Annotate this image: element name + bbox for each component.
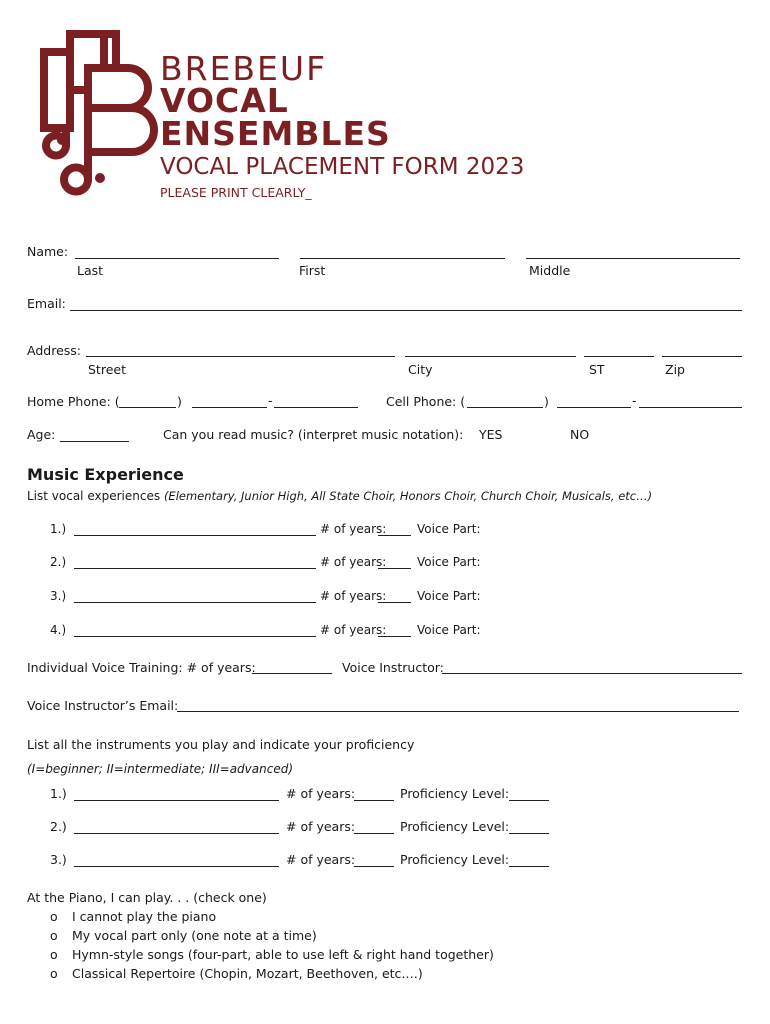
years-field[interactable] (354, 833, 394, 834)
years-label: # of years: (320, 623, 387, 637)
instrument-field[interactable] (74, 866, 279, 867)
option-label: I cannot play the piano (72, 909, 217, 924)
cell-phone-label: Cell Phone: ( (386, 394, 466, 409)
vocal-experience-examples: (Elementary, Junior High, All State Choir, Honors Choir, Church Choir, Musicals, etc…) (163, 489, 653, 503)
name-label: Name: (27, 244, 69, 259)
instruments-intro: List all the instruments you play and indicate your proficiency (27, 737, 415, 752)
cell-close-paren: ) (544, 394, 549, 409)
option-bullet[interactable]: o (50, 966, 58, 981)
option-bullet[interactable]: o (50, 947, 58, 962)
brand-line-1: BREBEUF (160, 49, 328, 88)
instrument-field[interactable] (74, 800, 279, 801)
experience-field[interactable] (74, 568, 316, 569)
proficiency-label: Proficiency Level: (400, 852, 510, 867)
street-caption: Street (88, 362, 126, 377)
cell-dash: - (632, 393, 637, 408)
voice-instructor-label: Voice Instructor: (342, 660, 444, 675)
last-name-field[interactable] (75, 258, 279, 259)
experience-field[interactable] (74, 535, 316, 536)
years-field[interactable] (354, 800, 394, 801)
row-number: 3.) (50, 852, 67, 867)
years-label: # of years: (320, 522, 387, 536)
middle-name-field[interactable] (526, 258, 740, 259)
middle-caption: Middle (529, 263, 571, 278)
years-label: # of years: (320, 555, 387, 569)
voice-training-years-field[interactable] (252, 673, 332, 674)
proficiency-label: Proficiency Level: (400, 786, 510, 801)
read-music-yes-option[interactable]: YES (479, 427, 503, 442)
cell-prefix-field[interactable] (557, 407, 631, 408)
years-label: # of years: (320, 589, 387, 603)
option-label: Classical Repertoire (Chopin, Mozart, Beethoven, etc.…) (72, 966, 423, 981)
proficiency-field[interactable] (509, 866, 549, 867)
brebeuf-logo-icon (36, 28, 158, 196)
row-number: 1.) (50, 786, 67, 801)
home-area-code-field[interactable] (119, 407, 176, 408)
years-label: # of years: (286, 852, 356, 867)
option-bullet[interactable]: o (50, 909, 58, 924)
age-field[interactable] (60, 441, 129, 442)
option-bullet[interactable]: o (50, 928, 58, 943)
zip-field[interactable] (662, 356, 742, 357)
years-field[interactable] (378, 568, 411, 569)
home-line-field[interactable] (274, 407, 358, 408)
row-number: 2.) (50, 555, 67, 569)
email-label: Email: (27, 296, 66, 311)
form-title: VOCAL PLACEMENT FORM 2023 (160, 154, 525, 180)
age-label: Age: (27, 427, 56, 442)
option-label: My vocal part only (one note at a time) (72, 928, 317, 943)
proficiency-legend: (I=beginner; II=intermediate; III=advanced) (27, 762, 294, 776)
state-field[interactable] (584, 356, 654, 357)
row-number: 2.) (50, 819, 67, 834)
experience-field[interactable] (74, 602, 316, 603)
brand-line-3: ENSEMBLES (160, 114, 391, 153)
option-label: Hymn-style songs (four-part, able to use left & right hand together) (72, 947, 494, 962)
voice-part-label: Voice Part: (417, 623, 481, 637)
read-music-no-option[interactable]: NO (570, 427, 590, 442)
years-field[interactable] (378, 602, 411, 603)
voice-part-label: Voice Part: (417, 555, 481, 569)
experience-field[interactable] (74, 636, 316, 637)
home-phone-label: Home Phone: ( (27, 394, 120, 409)
proficiency-field[interactable] (509, 800, 549, 801)
years-field[interactable] (354, 866, 394, 867)
read-music-question: Can you read music? (interpret music notation): (163, 427, 464, 442)
row-number: 3.) (50, 589, 67, 603)
brand-line-2: VOCAL (160, 81, 289, 120)
instructor-email-field[interactable] (177, 711, 739, 712)
zip-caption: Zip (665, 362, 685, 377)
home-dash: - (268, 393, 273, 408)
voice-instructor-field[interactable] (442, 673, 742, 674)
street-field[interactable] (86, 356, 395, 357)
vocal-experience-intro (27, 489, 652, 503)
home-prefix-field[interactable] (192, 407, 267, 408)
proficiency-label: Proficiency Level: (400, 819, 510, 834)
music-experience-heading: Music Experience (27, 465, 184, 484)
form-subtitle: PLEASE PRINT CLEARLY_ (160, 185, 312, 200)
city-caption: City (408, 362, 433, 377)
years-field[interactable] (378, 636, 411, 637)
vocal-experience-intro-text: List vocal experiences (27, 489, 161, 503)
instrument-field[interactable] (74, 833, 279, 834)
home-close-paren: ) (177, 394, 182, 409)
cell-line-field[interactable] (639, 407, 742, 408)
voice-training-label: Individual Voice Training: # of years: (27, 660, 256, 675)
voice-part-label: Voice Part: (417, 589, 481, 603)
piano-question: At the Piano, I can play. . . (check one) (27, 890, 267, 905)
city-field[interactable] (405, 356, 576, 357)
address-label: Address: (27, 343, 81, 358)
row-number: 1.) (50, 522, 67, 536)
proficiency-field[interactable] (509, 833, 549, 834)
first-caption: First (299, 263, 326, 278)
cell-area-code-field[interactable] (467, 407, 543, 408)
state-caption: ST (589, 362, 605, 377)
first-name-field[interactable] (300, 258, 505, 259)
last-caption: Last (77, 263, 104, 278)
email-field[interactable] (70, 310, 742, 311)
voice-part-label: Voice Part: (417, 522, 481, 536)
years-label: # of years: (286, 786, 356, 801)
row-number: 4.) (50, 623, 67, 637)
instructor-email-label: Voice Instructor’s Email: (27, 698, 179, 713)
years-field[interactable] (378, 535, 411, 536)
years-label: # of years: (286, 819, 356, 834)
